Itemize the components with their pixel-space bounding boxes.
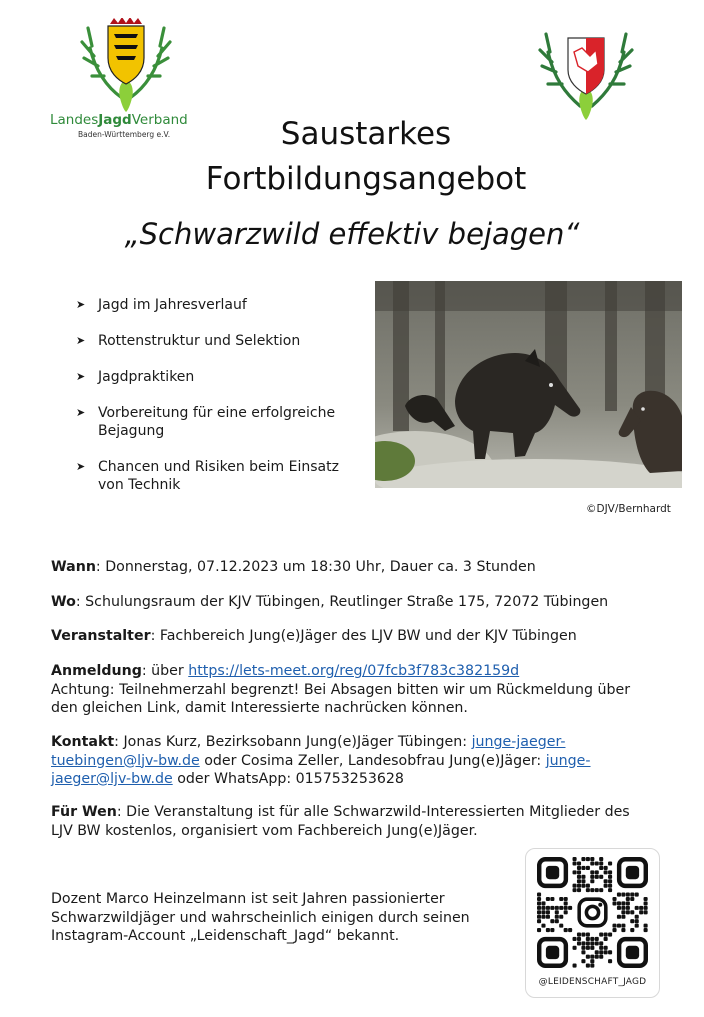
registration-label: Anmeldung bbox=[51, 663, 142, 679]
arrowhead-bullet-icon: ➤ bbox=[76, 460, 86, 473]
list-item bbox=[76, 458, 376, 494]
where-label: Wo bbox=[51, 594, 76, 610]
instagram-handle: @LEIDENSCHAFT_JAGD bbox=[538, 977, 647, 987]
topic-text: Chancen und Risiken beim Einsatz bbox=[98, 459, 339, 475]
audience-label: Für Wen bbox=[51, 804, 117, 820]
wild-boar-photo bbox=[375, 281, 682, 488]
when-label: Wann bbox=[51, 559, 96, 575]
subtitle: „Schwarzwild effektiv bejagen“ bbox=[124, 217, 580, 251]
arrowhead-bullet-icon: ➤ bbox=[76, 406, 86, 419]
topic-text: Jagdpraktiken bbox=[98, 369, 195, 385]
list-item bbox=[76, 404, 376, 440]
photo-credit: ©DJV/Bernhardt bbox=[586, 503, 671, 515]
contact-email-1[interactable]: junge-jaeger-tuebingen@ljv-bw.de bbox=[51, 734, 566, 769]
instagram-icon bbox=[579, 899, 606, 926]
topic-text-cont: Bejagung bbox=[98, 423, 165, 439]
contact-text-1: : Jonas Kurz, Bezirksobann Jung(e)Jäger Tübingen: bbox=[114, 734, 472, 750]
ljv-antler-logo-icon bbox=[78, 18, 174, 114]
org-name-part1: Landes bbox=[50, 112, 99, 128]
qr-finder-icon bbox=[619, 859, 646, 886]
registration-note: Achtung: Teilnehmerzahl begrenzt! Bei Absagen bitten wir um Rückmeldung über den gleichen Link, damit Interessierte nachrücken können. bbox=[51, 681, 631, 716]
topic-text-cont: von Technik bbox=[98, 477, 181, 493]
topic-text: Vorbereitung für eine erfolgreiche bbox=[98, 405, 336, 421]
detail-organizer bbox=[51, 627, 661, 646]
org-name-part2: Jagd bbox=[98, 112, 132, 128]
kjv-antler-logo-icon bbox=[538, 24, 634, 124]
contact-email-2[interactable]: junge-jaeger@ljv-bw.de bbox=[51, 752, 591, 787]
instagram-qr-card[interactable] bbox=[525, 848, 660, 998]
title-line-1: Saustarkes bbox=[280, 116, 452, 152]
audience-text: : Die Veranstaltung ist für alle Schwarzwild-Interessierten Mitglieder des LJV BW kostenlos, organisiert vom Fachbereich Jung(e)Jäger. bbox=[51, 804, 630, 839]
qr-finder-icon bbox=[539, 939, 566, 966]
qr-code[interactable] bbox=[537, 857, 648, 968]
contact-label: Kontakt bbox=[51, 734, 115, 750]
contact-text-3: oder WhatsApp: 015753253628 bbox=[172, 771, 404, 787]
list-item bbox=[76, 332, 376, 350]
detail-contact bbox=[51, 733, 651, 789]
topic-text: Rottenstruktur und Selektion bbox=[98, 333, 301, 349]
registration-link[interactable]: https://lets-meet.org/reg/07fcb3f783c382159d bbox=[188, 663, 520, 679]
arrowhead-bullet-icon: ➤ bbox=[76, 334, 86, 347]
detail-registration bbox=[51, 662, 661, 718]
registration-pre: : über bbox=[141, 663, 189, 679]
title-line-2: Fortbildungsangebot bbox=[205, 161, 527, 197]
detail-when bbox=[51, 558, 661, 577]
detail-audience bbox=[51, 803, 651, 840]
arrowhead-bullet-icon: ➤ bbox=[76, 370, 86, 383]
lecturer-info: Dozent Marco Heinzelmann ist seit Jahren passionierter Schwarzwildjäger und wahrscheinlich einigen durch seinen Instagram-Account „Leidenschaft_Jagd“ bekannt. bbox=[51, 891, 470, 944]
where-text: : Schulungsraum der KJV Tübingen, Reutlinger Straße 175, 72072 Tübingen bbox=[75, 594, 609, 610]
organizer-label: Veranstalter bbox=[51, 628, 151, 644]
list-item bbox=[76, 368, 376, 386]
qr-finder-icon bbox=[539, 859, 566, 886]
org-subtitle: Baden-Württemberg e.V. bbox=[78, 130, 171, 139]
topic-text: Jagd im Jahresverlauf bbox=[98, 297, 247, 313]
when-text: : Donnerstag, 07.12.2023 um 18:30 Uhr, Dauer ca. 3 Stunden bbox=[95, 559, 536, 575]
topic-list bbox=[76, 296, 376, 512]
detail-where bbox=[51, 593, 661, 612]
arrowhead-bullet-icon: ➤ bbox=[76, 298, 86, 311]
org-name-part3: Verband bbox=[131, 112, 188, 128]
list-item bbox=[76, 296, 376, 314]
contact-text-2: oder Cosima Zeller, Landesobfrau Jung(e)Jäger: bbox=[199, 752, 546, 769]
organizer-text: : Fachbereich Jung(e)Jäger des LJV BW und der KJV Tübingen bbox=[150, 628, 577, 644]
qr-finder-icon bbox=[619, 939, 646, 966]
